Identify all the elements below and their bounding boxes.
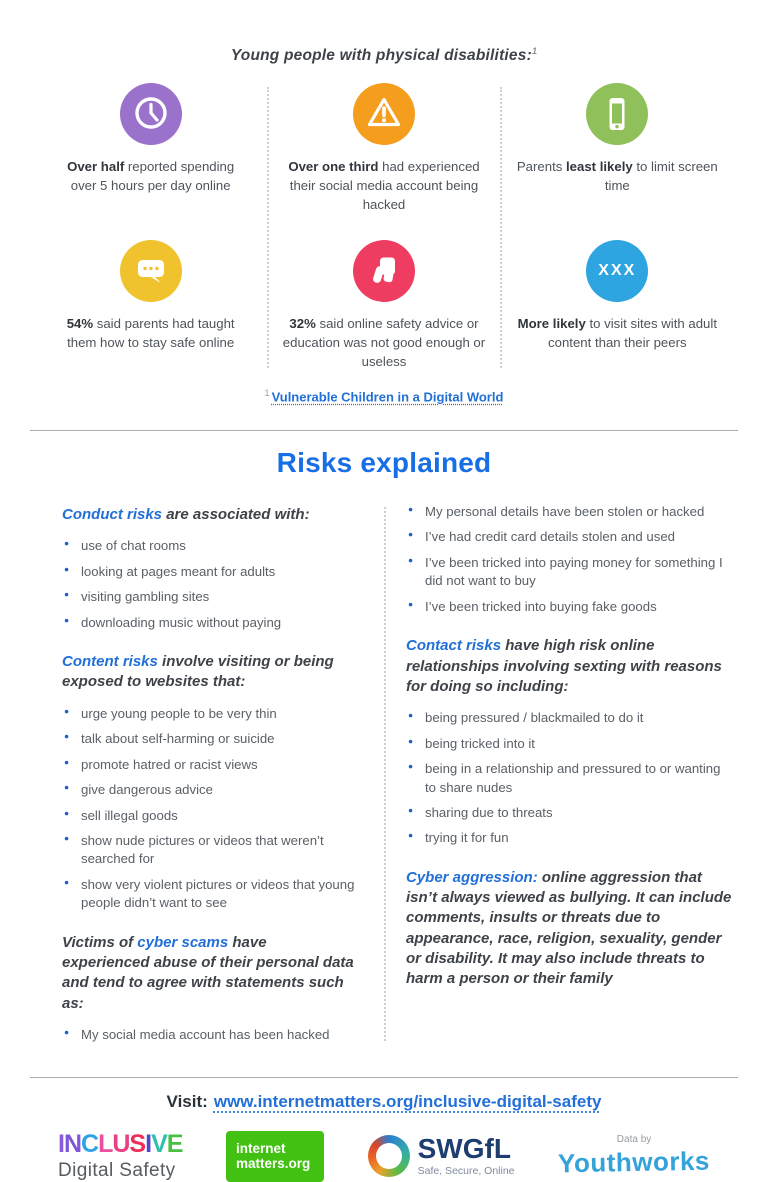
risk-paragraph: Conduct risks are associated with: <box>62 505 356 525</box>
risk-bullet-item: ● My social media account has been hacked <box>62 1026 356 1044</box>
risk-bullet-item: ● downloading music without paying <box>62 614 356 632</box>
youthworks-name: Youthworks <box>558 1146 710 1180</box>
risk-bullet-item: ● show very violent pictures or videos that young people didn’t want to see <box>62 876 356 913</box>
inclusive-letter: I <box>58 1130 64 1158</box>
risk-bullet-item: ● sell illegal goods <box>62 807 356 825</box>
risk-bullet-item: ● visiting gambling sites <box>62 588 356 606</box>
stat-card <box>267 83 500 214</box>
internet-matters-line1: internet <box>236 1141 314 1157</box>
risk-bullet-item: ● trying it for fun <box>406 829 732 847</box>
swgfl-ring-icon <box>368 1135 410 1177</box>
logos-row <box>58 1130 710 1182</box>
stat-card <box>267 240 500 371</box>
inclusive-letter: N <box>64 1130 81 1158</box>
inclusive-letter: C <box>81 1130 98 1158</box>
risk-paragraph: Cyber aggression: online aggression that isn’t always viewed as bullying. It can include comments, insults or threats due to appearance, race, religion, sexuality, gender or disability. It may also include threats to harm a person or their family <box>406 868 732 990</box>
inclusive-letter: E <box>167 1130 183 1158</box>
risk-bullet-item: ● I’ve been tricked into buying fake goods <box>406 598 732 616</box>
stat-text: Over one third had experienced their social media account being hacked <box>278 158 490 214</box>
dotted-divider-vertical <box>500 87 502 367</box>
inclusive-letter: L <box>98 1130 112 1158</box>
title-footnote-mark: 1 <box>532 46 537 56</box>
swgfl-tagline: Safe, Secure, Online <box>418 1165 515 1177</box>
footnote <box>0 388 768 404</box>
inclusive-letter: V <box>151 1130 167 1158</box>
stat-text: Over half reported spending over 5 hours per day online <box>66 158 236 195</box>
xxx-icon-text: XXX <box>598 262 636 280</box>
internet-matters-logo <box>226 1131 324 1182</box>
visit-line <box>0 1092 768 1112</box>
inclusive-digital-safety-logo <box>58 1130 182 1182</box>
stats-grid <box>34 83 734 371</box>
inclusive-letter: I <box>145 1130 151 1158</box>
risk-bullet-item: ● looking at pages meant for adults <box>62 563 356 581</box>
section-divider <box>30 430 738 431</box>
stat-card <box>34 240 267 371</box>
chat-bubble-icon <box>120 240 182 302</box>
risk-bullet-item: ● I’ve been tricked into paying money for something I did not want to buy <box>406 554 732 591</box>
inclusive-letter: S <box>129 1130 145 1158</box>
stat-card <box>34 83 267 214</box>
stat-text: Parents least likely to limit screen time <box>511 158 723 195</box>
risk-bullet-item: ● promote hatred or racist views <box>62 756 356 774</box>
stat-text: 54% said parents had taught them how to stay safe online <box>56 315 246 352</box>
stat-card <box>501 240 734 371</box>
swgfl-logo <box>368 1135 515 1177</box>
footnote-mark: 1 <box>265 388 270 398</box>
youthworks-logo <box>558 1134 710 1178</box>
risk-bullet-item: ● My personal details have been stolen or hacked <box>406 503 732 521</box>
risk-bullet-item: ● I’ve had credit card details stolen and used <box>406 528 732 546</box>
swgfl-name: SWGfL <box>418 1135 515 1163</box>
risk-bullet-item: ● show nude pictures or videos that weren’t searched for <box>62 832 356 869</box>
inclusive-wordmark <box>58 1130 182 1159</box>
youthworks-databy: Data by <box>558 1134 710 1145</box>
dotted-divider-vertical <box>267 87 269 367</box>
risk-paragraph: Victims of cyber scams have experienced abuse of their personal data and tend to agree with statements such as: <box>62 933 356 1014</box>
inclusive-subtitle: Digital Safety <box>58 1160 182 1182</box>
stat-text: 32% said online safety advice or education was not good enough or useless <box>278 315 490 371</box>
risk-bullet-item: ● urge young people to be very thin <box>62 705 356 723</box>
risk-bullet-list <box>62 537 356 632</box>
risk-paragraph: Contact risks have high risk online relationships involving sexting with reasons for doing so including: <box>406 636 732 697</box>
risk-bullet-item: ● talk about self-harming or suicide <box>62 730 356 748</box>
clock-icon <box>120 83 182 145</box>
risk-bullet-list <box>406 709 732 848</box>
footnote-link[interactable]: Vulnerable Children in a Digital World <box>272 389 504 404</box>
risk-bullet-item: ● being in a relationship and pressured to or wanting to share nudes <box>406 760 732 797</box>
risk-bullet-item: ● being tricked into it <box>406 735 732 753</box>
smartphone-icon <box>586 83 648 145</box>
visit-link[interactable]: www.internetmatters.org/inclusive-digital-safety <box>214 1092 602 1111</box>
xxx-icon <box>586 240 648 302</box>
page-title <box>0 46 768 65</box>
risks-columns <box>36 503 732 1052</box>
risk-bullet-list <box>62 1026 356 1044</box>
page-title-text: Young people with physical disabilities: <box>231 47 532 64</box>
risks-right-column <box>384 503 732 1052</box>
risk-bullet-list <box>406 503 732 616</box>
warning-triangle-icon <box>353 83 415 145</box>
dotted-divider-vertical <box>384 507 386 1042</box>
stat-text: More likely to visit sites with adult content than their peers <box>511 315 723 352</box>
risk-bullet-item: ● sharing due to threats <box>406 804 732 822</box>
thumbs-down-icon <box>353 240 415 302</box>
risk-bullet-list <box>62 705 356 913</box>
risk-bullet-item: ● use of chat rooms <box>62 537 356 555</box>
risks-left-column <box>36 503 384 1052</box>
stat-card <box>501 83 734 214</box>
risk-bullet-item: ● being pressured / blackmailed to do it <box>406 709 732 727</box>
risk-bullet-item: ● give dangerous advice <box>62 781 356 799</box>
visit-label: Visit: <box>167 1092 208 1111</box>
section-divider <box>30 1077 738 1078</box>
inclusive-letter: U <box>112 1130 129 1158</box>
risks-heading: Risks explained <box>0 447 768 479</box>
risk-paragraph: Content risks involve visiting or being exposed to websites that: <box>62 652 356 693</box>
internet-matters-line2: matters.org <box>236 1156 314 1172</box>
